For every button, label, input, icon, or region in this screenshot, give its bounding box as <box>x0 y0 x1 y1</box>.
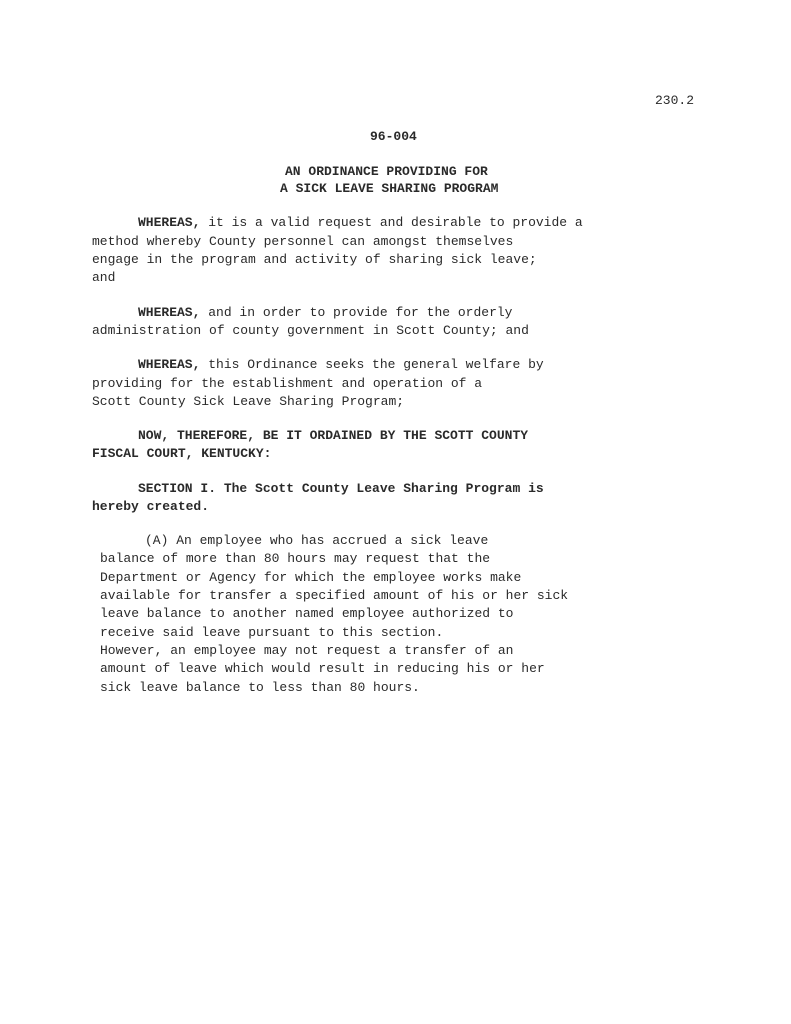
whereas-2-line-2: administration of county government in Scott County; and <box>92 323 529 338</box>
paragraph-a-line-4: available for transfer a specified amount of his or her sick <box>100 588 569 603</box>
ordained-line-1: NOW, THEREFORE, BE IT ORDAINED BY THE SCOTT COUNTY <box>138 428 529 443</box>
paragraph-a-line-1: (A) An employee who has accrued a sick leave <box>145 533 489 548</box>
whereas-2-text: and in order to provide for the orderly <box>200 305 513 320</box>
paragraph-a-line-6: receive said leave pursuant to this section. <box>100 625 444 640</box>
whereas-1-lead: WHEREAS, <box>138 215 201 230</box>
paragraph-a-line-3: Department or Agency for which the employee works make <box>100 570 522 585</box>
whereas-2-line-1 <box>138 304 512 322</box>
whereas-3-lead: WHEREAS, <box>138 357 201 372</box>
paragraph-a-line-5: leave balance to another named employee authorized to <box>100 606 514 621</box>
whereas-1-line-1 <box>138 214 583 232</box>
whereas-1-text: it is a valid request and desirable to provide a <box>200 215 583 230</box>
whereas-1-line-2: method whereby County personnel can amongst themselves <box>92 234 514 249</box>
paragraph-a-line-8: amount of leave which would result in reducing his or her <box>100 661 545 676</box>
whereas-1-line-4: and <box>92 270 116 285</box>
title-line-2: A SICK LEAVE SHARING PROGRAM <box>280 181 499 196</box>
ordained-line-2: FISCAL COURT, KENTUCKY: <box>92 446 272 461</box>
whereas-2-lead: WHEREAS, <box>138 305 201 320</box>
whereas-3-line-2: providing for the establishment and operation of a <box>92 376 483 391</box>
document-number: 96-004 <box>370 129 417 144</box>
paragraph-a-line-9: sick leave balance to less than 80 hours. <box>100 680 420 695</box>
page-number: 230.2 <box>655 93 695 108</box>
whereas-3-line-1 <box>138 356 544 374</box>
title-line-1: AN ORDINANCE PROVIDING FOR <box>285 164 488 179</box>
whereas-3-text: this Ordinance seeks the general welfare by <box>200 357 544 372</box>
paragraph-a-line-7: However, an employee may not request a transfer of an <box>100 643 514 658</box>
whereas-3-line-3: Scott County Sick Leave Sharing Program; <box>92 394 405 409</box>
whereas-1-line-3: engage in the program and activity of sharing sick leave; <box>92 252 537 267</box>
section-1-line-1: SECTION I. The Scott County Leave Sharing Program is <box>138 481 544 496</box>
paragraph-a-line-2: balance of more than 80 hours may request that the <box>100 551 491 566</box>
section-1-line-2: hereby created. <box>92 499 210 514</box>
